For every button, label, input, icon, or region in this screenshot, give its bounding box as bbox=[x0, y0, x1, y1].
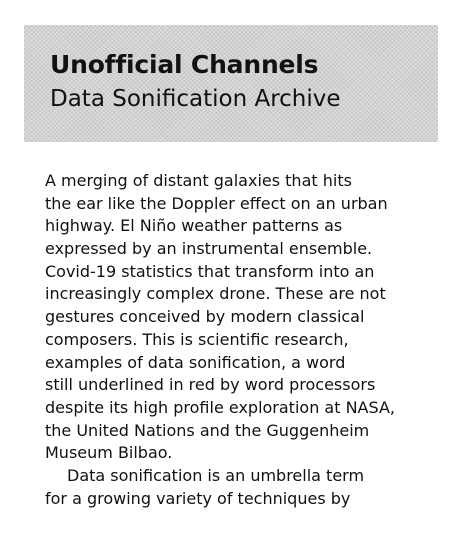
body-line: the ear like the Doppler effect on an urban bbox=[45, 193, 388, 213]
body-line: examples of data sonification, a word bbox=[45, 352, 346, 372]
header-box bbox=[24, 25, 438, 142]
body-line: Covid-19 statistics that transform into an bbox=[45, 261, 375, 281]
body-line: despite its high profile exploration at NASA, bbox=[45, 397, 395, 417]
body-line: highway. El Niño weather patterns as bbox=[45, 216, 343, 236]
body-line: increasingly complex drone. These are not bbox=[45, 284, 386, 304]
body-line: Museum Bilbao. bbox=[45, 443, 173, 463]
page-title: Unofficial Channels bbox=[50, 50, 319, 79]
body-line: A merging of distant galaxies that hits bbox=[45, 171, 352, 190]
page-subtitle: Data Sonification Archive bbox=[50, 86, 341, 112]
body-line: composers. This is scientific research, bbox=[45, 329, 349, 349]
article-body bbox=[45, 170, 445, 510]
body-line: for a growing variety of techniques by bbox=[45, 488, 351, 508]
body-line: the United Nations and the Guggenheim bbox=[45, 420, 370, 440]
body-line: expressed by an instrumental ensemble. bbox=[45, 239, 373, 259]
body-line: still underlined in red by word processors bbox=[45, 375, 376, 395]
body-line: gestures conceived by modern classical bbox=[45, 307, 365, 327]
body-line: Data sonification is an umbrella term bbox=[67, 465, 365, 485]
